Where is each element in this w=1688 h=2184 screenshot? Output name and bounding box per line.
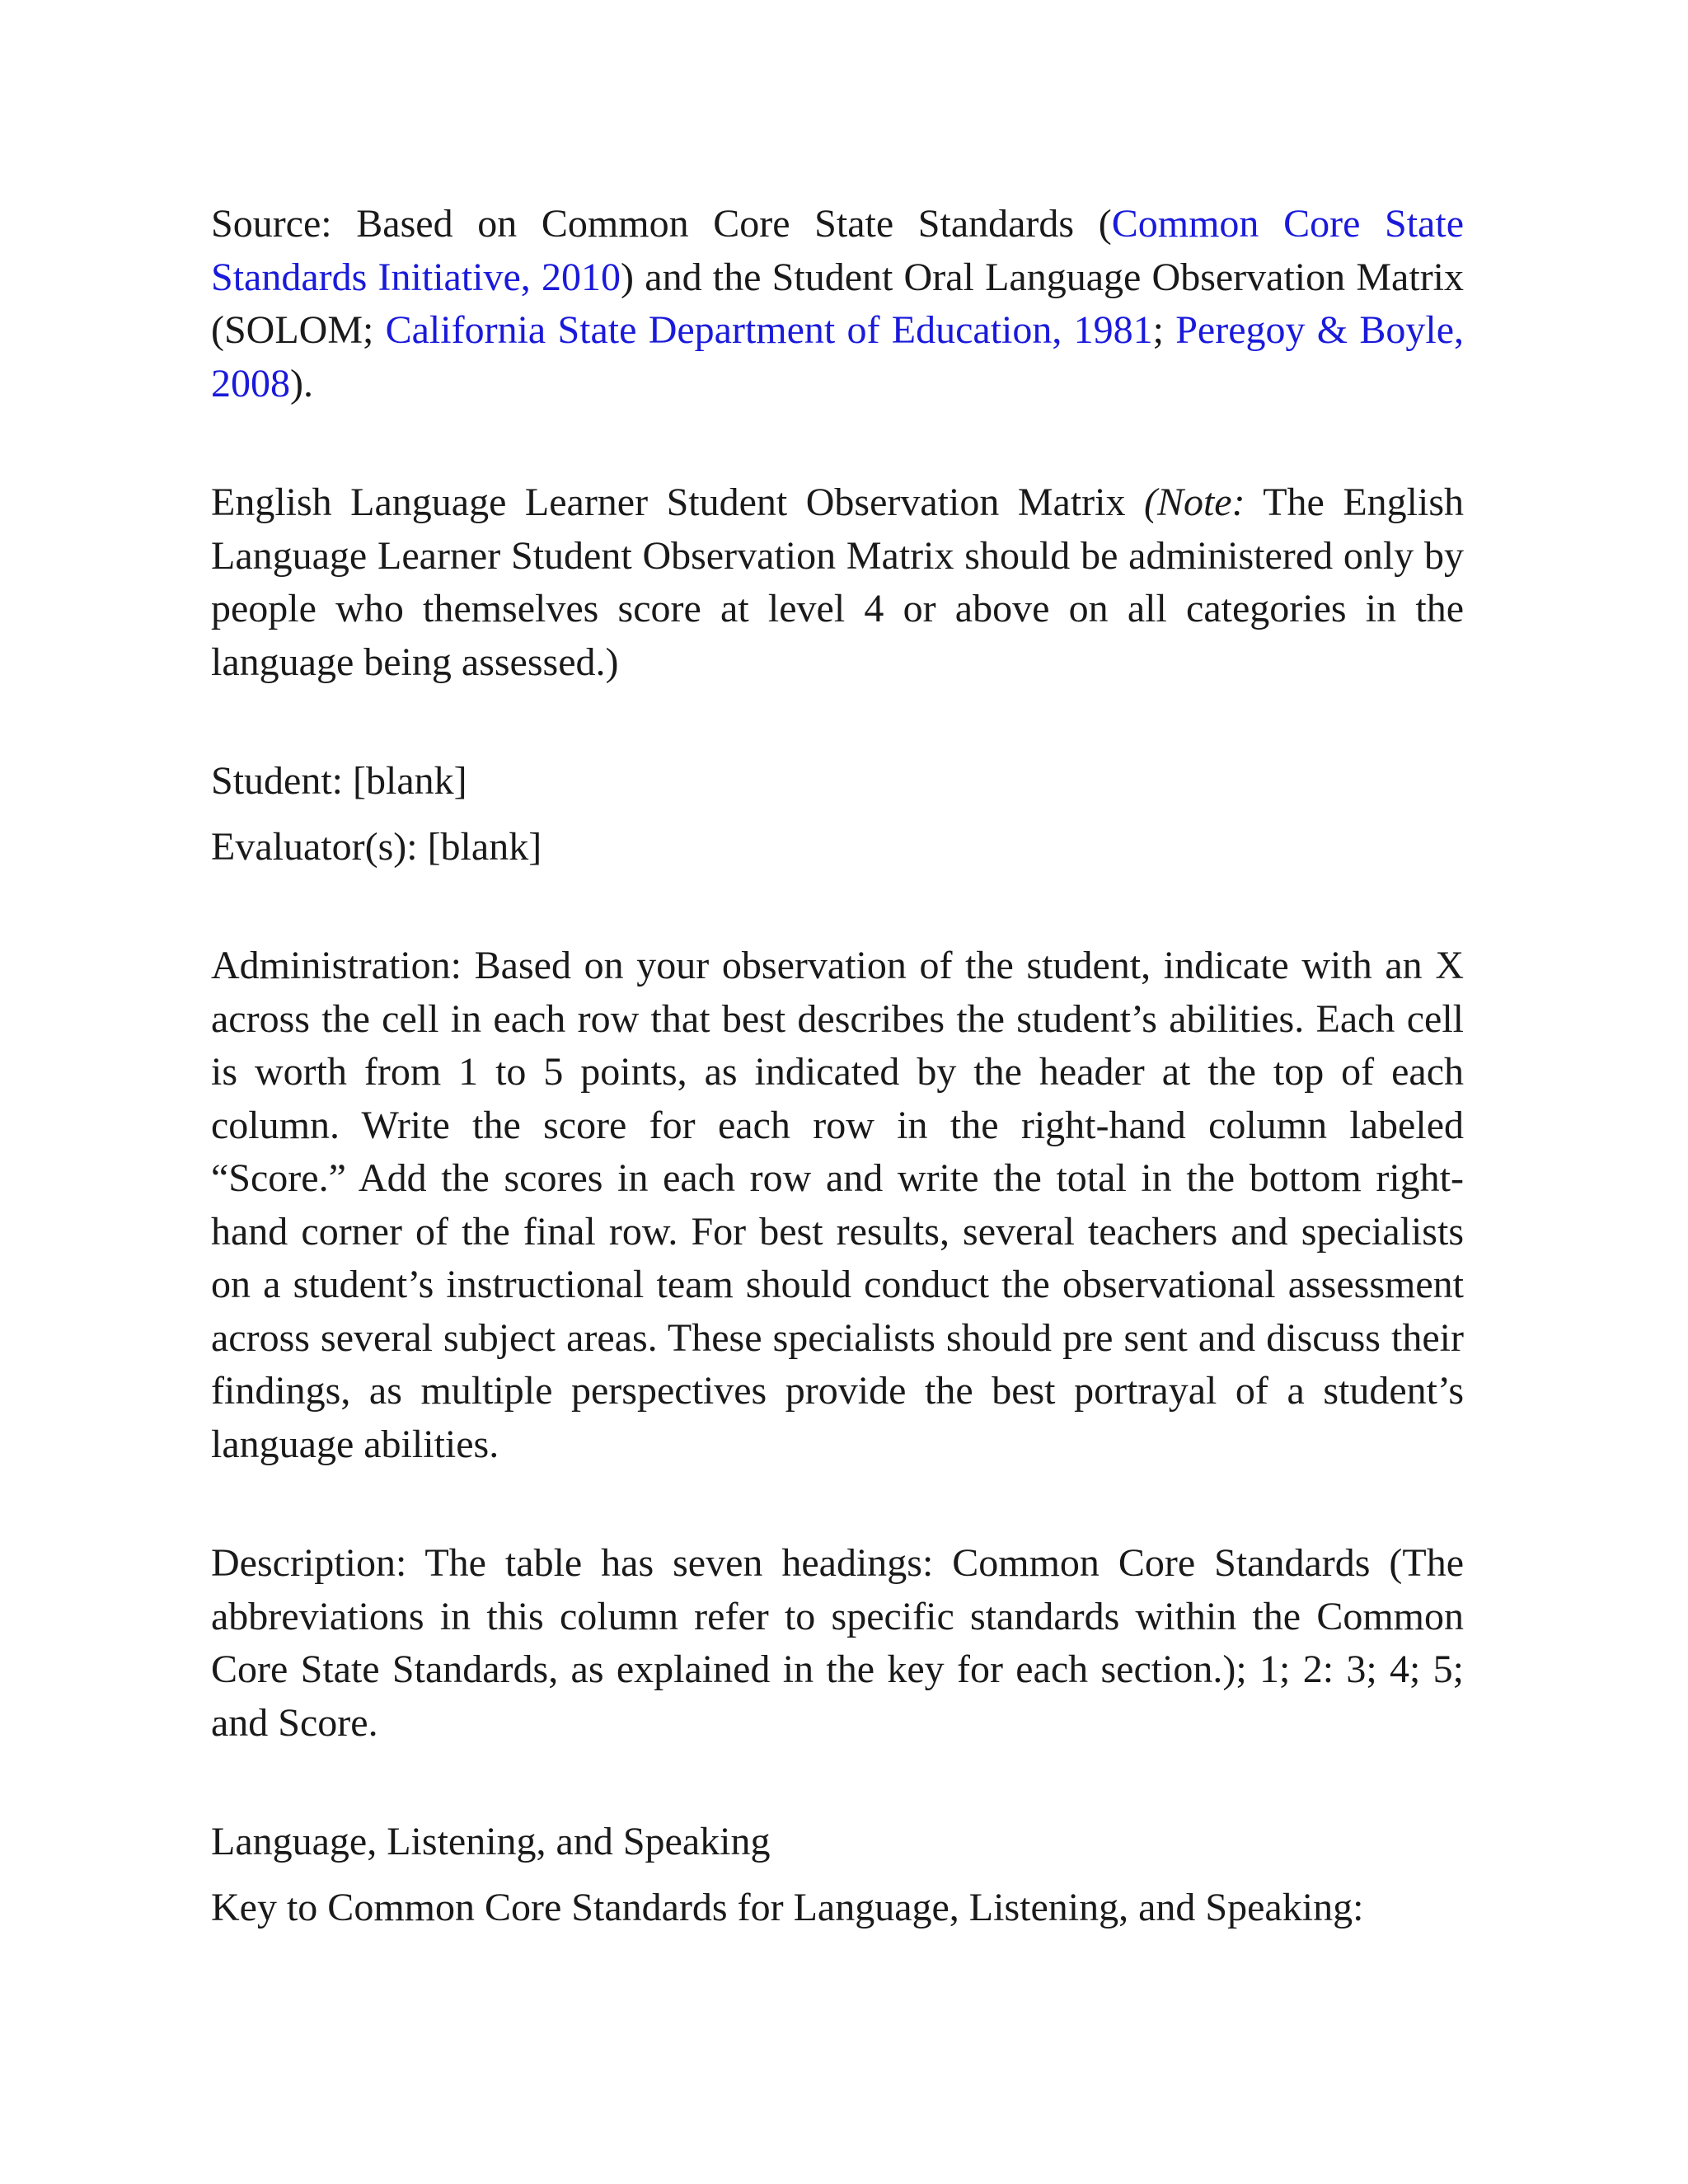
source-mid-2: ; (1152, 308, 1176, 352)
citation-link-ccss[interactable]: Common Core State Standards Initiative, 2010 (211, 202, 1465, 299)
citation-link-peregoy[interactable]: Peregoy & Boyle, 2008 (211, 308, 1465, 405)
administration-paragraph: Administration: Based on your observation of the student, indicate with an X across the cell in each row that best describes the student’s abilities. Each cell is worth from 1 to 5 points, as indicated by the header at the top of each column. Write the score for each row in the right-hand column labeled “Score.” Add the scores in each row and write the total in the bottom right-hand corner of the final row. For best results, several teachers and specialists on a student’s instructional team should conduct the observational assessment across several subject areas. These specialists should pre sent and discuss their findings, as multiple perspectives provide the best portrayal of a student’s language abilities. (211, 944, 1464, 1466)
source-paragraph (211, 198, 1464, 410)
evaluator-field: Evaluator(s): [blank] (211, 824, 542, 869)
matrix-title: English Language Learner Student Observation Matrix (211, 480, 1144, 524)
student-field: Student: [blank] (211, 759, 467, 803)
section-heading: Language, Listening, and Speaking (211, 1820, 771, 1863)
description-paragraph: Description: The table has seven headings: Common Core Standards (The abbreviations in this column refer to specific standards within the Common Core State Standards, as explained in the key for each section.); 1; 2: 3; 4; 5; and Score. (211, 1541, 1464, 1745)
note-text: The English Language Learner Student Observation Matrix should be administered only by people who themselves score at level 4 or above on all categories in the language being assessed.) (211, 480, 1464, 684)
document-page (211, 198, 1464, 1934)
source-suffix: ). (290, 361, 313, 405)
citation-link-california[interactable]: California State Department of Education, 1981 (385, 308, 1153, 352)
note-label: (Note: (1143, 480, 1245, 524)
source-mid-1: ) and the Student Oral Language Observation Matrix (SOLOM; (211, 255, 1465, 352)
source-prefix: Source: Based on Common Core State Standards ( (211, 202, 1112, 246)
section-key: Key to Common Core Standards for Language, Listening, and Speaking: (211, 1885, 1364, 1929)
matrix-intro-paragraph (211, 476, 1464, 689)
